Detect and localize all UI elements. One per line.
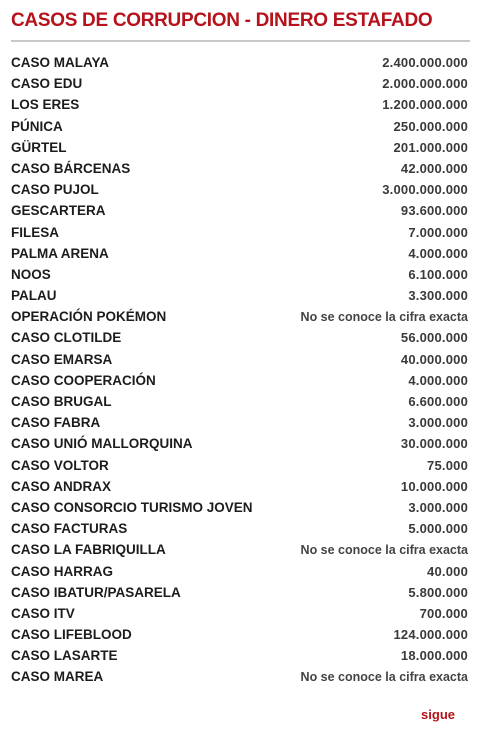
case-row [11, 158, 468, 179]
case-amount: 3.000.000 [408, 415, 468, 431]
corruption-case-list [11, 52, 468, 688]
case-amount: 2.000.000.000 [382, 76, 468, 92]
case-name: CASO COOPERACIÓN [11, 372, 156, 388]
case-amount: 40.000.000 [400, 351, 468, 367]
case-amount: No se conoce la cifra exacta [300, 543, 468, 558]
case-name: CASO UNIÓ MALLORQUINA [11, 436, 193, 452]
case-name: CASO FACTURAS [11, 521, 128, 537]
case-name: CASO LA FABRIQUILLA [11, 542, 166, 558]
case-amount: 75.000 [427, 457, 468, 473]
case-amount: 201.000.000 [393, 139, 468, 155]
case-row [11, 455, 468, 476]
case-amount: 93.600.000 [400, 203, 468, 219]
case-amount: 5.000.000 [408, 521, 468, 537]
case-amount: 30.000.000 [400, 436, 468, 452]
case-name: CASO BRUGAL [11, 394, 112, 409]
case-amount: 3.300.000 [408, 288, 468, 304]
case-row [11, 306, 468, 327]
case-name: CASO FABRA [11, 415, 101, 431]
case-name: PÚNICA [11, 118, 63, 134]
case-name: CASO PUJOL [11, 182, 99, 198]
case-amount: 1.200.000.000 [382, 97, 468, 113]
case-name: PALAU [11, 288, 57, 304]
case-row [11, 243, 468, 264]
case-amount: 250.000.000 [393, 118, 468, 134]
case-row [11, 200, 468, 221]
case-name: CASO VOLTOR [11, 457, 109, 473]
case-row [11, 285, 468, 306]
case-name: CASO MAREA [11, 669, 104, 685]
title-divider [11, 40, 470, 42]
case-row [11, 116, 468, 137]
case-row [11, 264, 468, 285]
case-name: CASO CLOTILDE [11, 330, 122, 346]
case-row [11, 179, 468, 200]
case-name: CASO LASARTE [11, 648, 118, 664]
case-name: GÜRTEL [11, 139, 67, 155]
case-name: GESCARTERA [11, 203, 106, 219]
case-row [11, 582, 468, 603]
case-amount: 6.100.000 [408, 266, 468, 282]
case-amount: 3.000.000.000 [382, 182, 468, 198]
case-row [11, 666, 468, 687]
case-name: PALMA ARENA [11, 245, 109, 261]
case-name: CASO MALAYA [11, 55, 110, 70]
case-row [11, 370, 468, 391]
case-row [11, 137, 468, 158]
case-row [11, 476, 468, 497]
case-amount: 6.600.000 [408, 394, 468, 409]
case-amount: 2.400.000.000 [382, 55, 468, 70]
case-row [11, 518, 468, 539]
case-row [11, 327, 468, 348]
case-amount: 18.000.000 [400, 648, 468, 664]
case-amount: 42.000.000 [400, 160, 468, 176]
case-name: OPERACIÓN POKÉMON [11, 309, 167, 325]
case-name: CASO BÁRCENAS [11, 160, 131, 176]
case-name: CASO LIFEBLOOD [11, 627, 132, 643]
case-name: CASO ITV [11, 605, 75, 621]
case-row [11, 94, 468, 115]
case-row [11, 222, 468, 243]
next-page-link[interactable]: sigue [421, 707, 455, 722]
case-row [11, 645, 468, 666]
case-row [11, 73, 468, 94]
page-title: CASOS DE CORRUPCION - DINERO ESTAFADO [11, 10, 433, 31]
case-amount: 124.000.000 [393, 627, 468, 643]
case-name: CASO IBATUR/PASARELA [11, 584, 181, 600]
case-row [11, 624, 468, 645]
case-row [11, 412, 468, 433]
case-name: CASO EMARSA [11, 351, 113, 367]
case-name: LOS ERES [11, 97, 80, 113]
case-amount: 10.000.000 [400, 478, 468, 494]
case-amount: No se conoce la cifra exacta [300, 670, 468, 685]
case-amount: 4.000.000 [408, 245, 468, 261]
case-row [11, 561, 468, 582]
case-name: CASO EDU [11, 76, 83, 92]
case-amount: No se conoce la cifra exacta [300, 310, 468, 325]
case-amount: 40.000 [427, 563, 468, 579]
case-row [11, 349, 468, 370]
case-row [11, 433, 468, 454]
case-name: NOOS [11, 266, 51, 282]
case-amount: 700.000 [419, 605, 468, 621]
case-row [11, 539, 468, 560]
case-row [11, 391, 468, 412]
case-amount: 3.000.000 [408, 499, 468, 515]
case-name: CASO HARRAG [11, 563, 114, 579]
case-row [11, 52, 468, 73]
case-name: CASO CONSORCIO TURISMO JOVEN [11, 499, 253, 515]
case-row [11, 497, 468, 518]
case-amount: 4.000.000 [408, 372, 468, 388]
case-amount: 5.800.000 [408, 584, 468, 600]
case-name: FILESA [11, 224, 60, 240]
case-row [11, 603, 468, 624]
case-amount: 56.000.000 [400, 330, 468, 346]
case-name: CASO ANDRAX [11, 478, 112, 494]
case-amount: 7.000.000 [408, 224, 468, 240]
